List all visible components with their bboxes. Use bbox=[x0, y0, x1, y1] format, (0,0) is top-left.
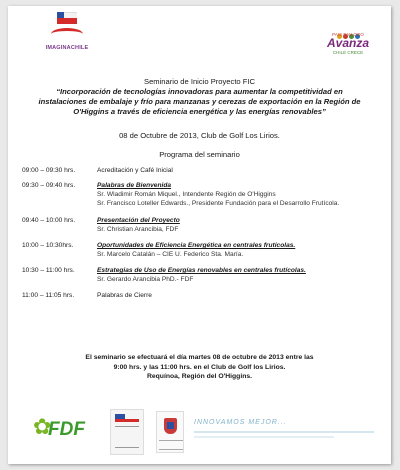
agenda-title: Presentación del Proyecto bbox=[97, 217, 180, 224]
agenda-time: 09:40 – 10:00 hrs. bbox=[22, 217, 76, 224]
imaginachile-logo bbox=[45, 12, 89, 54]
agenda-time: 11:00 – 11:05 hrs. bbox=[22, 292, 75, 299]
agenda-description bbox=[97, 216, 382, 234]
agenda-row bbox=[22, 166, 382, 175]
subtitle-line: “Incorporación de tecnologías innovadoras para aumentar la competitividad en bbox=[56, 87, 343, 96]
closing-line: 9:00 hrs. y las 11:00 hrs. en el Club de Golf los Lirios. bbox=[113, 363, 286, 371]
invitation-sheet bbox=[8, 6, 391, 464]
agenda-title: Oportunidades de Eficiencia Energética en centrales frutícolas. bbox=[97, 242, 296, 249]
subtitle-line: O'Higgins a través de eficiencia energética y las energías renovables” bbox=[73, 107, 326, 116]
project-subtitle bbox=[18, 87, 381, 117]
agenda-list bbox=[22, 166, 382, 300]
footer-logos bbox=[8, 405, 391, 464]
imaginachile-logo-text: IMAGINACHILE bbox=[45, 45, 89, 51]
closing-note bbox=[28, 353, 371, 382]
agenda-title: Acreditación y Café Inicial bbox=[97, 167, 173, 174]
agenda-row bbox=[22, 291, 382, 300]
agenda-description bbox=[97, 241, 382, 259]
program-title: Programa del seminario bbox=[159, 150, 240, 159]
agenda-speaker: Sr. Christian Arancibia, FDF bbox=[97, 226, 179, 233]
agenda-speaker: Sr. Francisco Loteller Edwards., Presidente Fundación para el Desarrollo Frutícola. bbox=[97, 200, 340, 207]
chile-flag-icon bbox=[57, 12, 77, 24]
regional-crest-logo bbox=[156, 411, 184, 453]
agenda-time: 09:00 – 09:30 hrs. bbox=[22, 167, 76, 174]
avanza-logo-top: PAIS DIALOGO bbox=[332, 32, 364, 37]
agenda-description bbox=[97, 291, 382, 300]
leaf-icon: ✿ bbox=[33, 414, 52, 439]
agenda-time: 10:00 – 10:30hrs. bbox=[22, 242, 74, 249]
agenda-speaker: Sr. Marcelo Catalán – CIE U. Federico Sta. María. bbox=[97, 251, 244, 258]
fdf-logo bbox=[33, 411, 88, 457]
agenda-row bbox=[22, 241, 382, 259]
agenda-description bbox=[97, 166, 382, 175]
agenda-time: 10:30 – 11:00 hrs. bbox=[22, 267, 75, 274]
agenda-description bbox=[97, 181, 382, 208]
seminar-title: Seminario de Inicio Proyecto FIC bbox=[144, 77, 255, 86]
government-logo bbox=[110, 409, 144, 455]
closing-line: Requínoa, Región del O'Higgins. bbox=[146, 373, 253, 380]
closing-line: El seminario se efectuará el día martes 08 de octubre de 2013 entre las bbox=[85, 354, 314, 361]
subtitle-line: instalaciones de embalaje y frío para manzanas y cerezas de exportación en la Región de bbox=[38, 97, 361, 106]
agenda-title: Palabras de Cierre bbox=[97, 292, 152, 299]
agenda-row bbox=[22, 181, 382, 208]
event-date: 08 de Octubre de 2013, Club de Golf Los Lirios. bbox=[119, 131, 280, 140]
agenda-time: 09:30 – 09:40 hrs. bbox=[22, 182, 76, 189]
agenda-description bbox=[97, 266, 382, 284]
agenda-row bbox=[22, 216, 382, 234]
agenda-title: Palabras de Bienvenida bbox=[97, 182, 172, 189]
agenda-speaker: Sr. Gerardo Arancibia PhD.- FDF bbox=[97, 276, 194, 283]
agenda-speaker: Sr. Wladimir Román Miquel., Intendente Región de O'Higgins bbox=[97, 191, 276, 198]
avanza-logo-text: Avanza bbox=[326, 36, 370, 50]
agenda-title: Estrategias de Uso de Energías renovables en centrales frutícolas. bbox=[97, 267, 306, 274]
agenda-row bbox=[22, 266, 382, 284]
avanza-logo bbox=[323, 26, 373, 62]
slogan-text: INNOVAMOS MEJOR... bbox=[194, 419, 287, 426]
fdf-logo-text: FDF bbox=[48, 419, 85, 440]
avanza-logo-sub: CHILE CRECE bbox=[332, 50, 364, 55]
